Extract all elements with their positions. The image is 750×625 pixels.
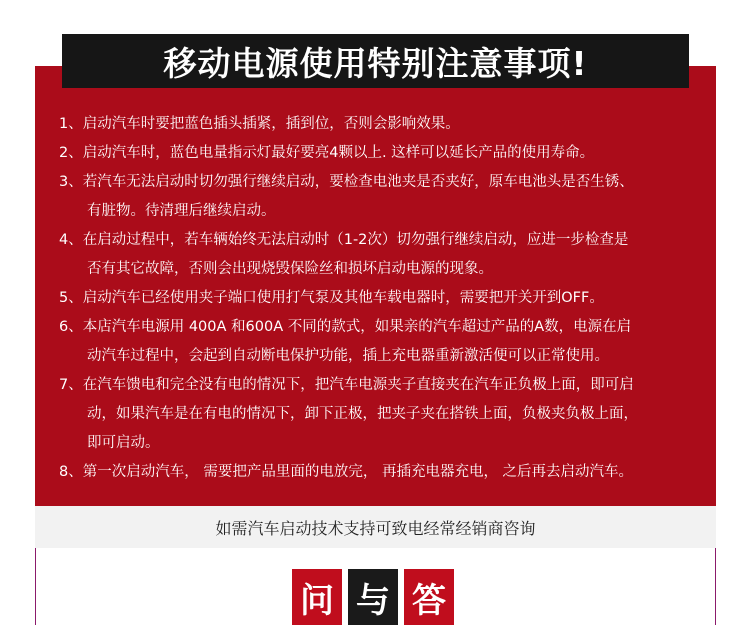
note-item bbox=[59, 458, 704, 487]
note-item bbox=[59, 168, 704, 226]
note-item bbox=[59, 313, 704, 371]
note-continuation: 即可启动。 bbox=[87, 435, 160, 451]
note-item bbox=[59, 110, 704, 139]
qa-heading bbox=[292, 569, 454, 625]
note-text: 1、启动汽车时要把蓝色插头插紧，插到位，否则会影响效果。 bbox=[59, 116, 460, 132]
note-text: 4、在启动过程中，若车辆始终无法启动时（1-2次）切勿强行继续启动，应进一步检查是 bbox=[59, 232, 629, 248]
note-text: 2、启动汽车时，蓝色电量指示灯最好要亮4颗以上. 这样可以延长产品的使用寿命。 bbox=[59, 145, 595, 161]
notes-list bbox=[59, 110, 704, 487]
note-text: 5、启动汽车已经使用夹子端口使用打气泵及其他车载电器时，需要把开关开到OFF。 bbox=[59, 290, 604, 306]
note-continuation: 动汽车过程中，会起到自动断电保护功能，插上充电器重新激活便可以正常使用。 bbox=[87, 348, 609, 364]
note-text: 6、本店汽车电源用 400A 和600A 不同的款式，如果亲的汽车超过产品的A数，电源在启 bbox=[59, 319, 632, 335]
note-item bbox=[59, 371, 704, 458]
note-text: 7、在汽车馈电和完全没有电的情况下，把汽车电源夹子直接夹在汽车正负极上面，即可启 bbox=[59, 377, 634, 393]
note-item bbox=[59, 226, 704, 284]
qa-char-answer: 答 bbox=[404, 569, 454, 625]
qa-char-and: 与 bbox=[348, 569, 398, 625]
note-continuation: 否有其它故障，否则会出现烧毁保险丝和损坏启动电源的现象。 bbox=[87, 261, 493, 277]
support-notice: 如需汽车启动技术支持可致电经常经销商咨询 bbox=[35, 506, 716, 548]
page-title: 移动电源使用特别注意事项! bbox=[62, 34, 689, 88]
note-continuation: 有脏物。待清理后继续启动。 bbox=[87, 203, 276, 219]
note-continuation: 动，如果汽车是在有电的情况下，卸下正极，把夹子夹在搭铁上面，负极夹负极上面， bbox=[87, 406, 638, 422]
note-text: 3、若汽车无法启动时切勿强行继续启动，要检查电池夹是否夹好，原车电池头是否生锈、 bbox=[59, 174, 634, 190]
note-item bbox=[59, 284, 704, 313]
note-item bbox=[59, 139, 704, 168]
note-text: 8、第一次启动汽车， 需要把产品里面的电放完， 再插充电器充电， 之后再去启动汽车。 bbox=[59, 464, 634, 480]
qa-char-ask: 问 bbox=[292, 569, 342, 625]
